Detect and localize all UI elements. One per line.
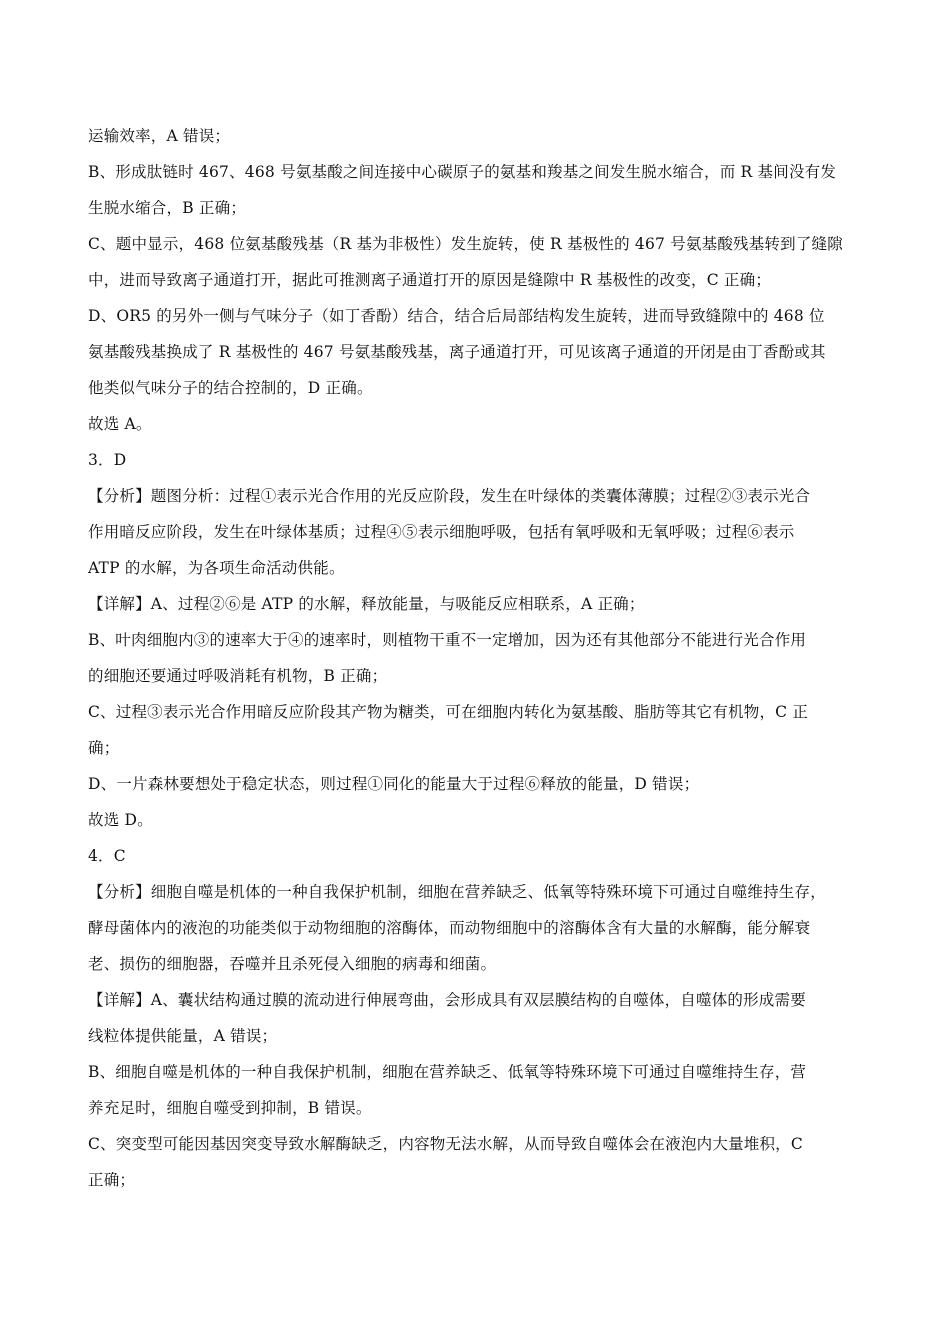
text-line: C、过程③表示光合作用暗反应阶段其产物为糖类，可在细胞内转化为氨基酸、脂肪等其它有机物，C 正 — [88, 703, 809, 721]
text-line: 作用暗反应阶段，发生在叶绿体基质；过程④⑤表示细胞呼吸，包括有氧呼吸和无氧呼吸；过程⑥表示 — [88, 523, 795, 541]
text-line: 线粒体提供能量，A 错误； — [88, 1027, 278, 1045]
text-line: C、突变型可能因基因突变导致水解酶缺乏，内容物无法水解，从而导致自噬体会在液泡内大量堆积，C — [88, 1135, 803, 1153]
text-line: C、题中显示，468 位氨基酸残基（R 基为非极性）发生旋转，使 R 基极性的 467 号氨基酸残基转到了缝隙 — [88, 235, 843, 253]
question-number: 4．C — [88, 847, 126, 865]
text-line: B、叶肉细胞内③的速率大于④的速率时，则植物干重不一定增加，因为还有其他部分不能进行光合作用 — [88, 631, 807, 649]
text-line: B、细胞自噬是机体的一种自我保护机制，细胞在营养缺乏、低氧等特殊环境下可通过自噬维持生存，营 — [88, 1063, 807, 1081]
analysis-line: 【分析】细胞自噬是机体的一种自我保护机制，细胞在营养缺乏、低氧等特殊环境下可通过自噬维持生存， — [88, 883, 826, 901]
text-line: 他类似气味分子的结合控制的，D 正确。 — [88, 379, 373, 397]
text-line: 运输效率，A 错误； — [88, 127, 231, 145]
text-line: 正确； — [88, 1171, 136, 1189]
text-line: 确； — [88, 739, 120, 757]
document-page — [88, 118, 866, 1198]
question-number: 3．D — [88, 451, 127, 469]
text-line: D、OR5 的另外一侧与气味分子（如丁香酚）结合，结合后局部结构发生旋转，进而导致缝隙中的 468 位 — [88, 307, 825, 325]
text-line: 中，进而导致离子通道打开，据此可推测离子通道打开的原因是缝隙中 R 基极性的改变，C 正确； — [88, 271, 772, 289]
analysis-line: 【分析】题图分析：过程①表示光合作用的光反应阶段，发生在叶绿体的类囊体薄膜；过程②③表示光合 — [88, 487, 811, 505]
text-line: 生脱水缩合，B 正确； — [88, 199, 247, 217]
text-line: 故选 A。 — [88, 415, 152, 433]
text-line: D、一片森林要想处于稳定状态，则过程①同化的能量大于过程⑥释放的能量，D 错误； — [88, 775, 700, 793]
text-line: B、形成肽链时 467、468 号氨基酸之间连接中心碳原子的氨基和羧基之间发生脱水缩合，而 R 基间没有发 — [88, 163, 837, 181]
text-line: 的细胞还要通过呼吸消耗有机物，B 正确； — [88, 667, 388, 685]
explanation-line: 【详解】A、囊状结构通过膜的流动进行伸展弯曲，会形成具有双层膜结构的自噬体，自噬体的形成需要 — [88, 991, 806, 1009]
text-line: 氨基酸残基换成了 R 基极性的 467 号氨基酸残基，离子通道打开，可见该离子通道的开闭是由丁香酚或其 — [88, 343, 826, 361]
explanation-line: 【详解】A、过程②⑥是 ATP 的水解，释放能量，与吸能反应相联系，A 正确； — [88, 595, 645, 613]
text-line: 养充足时，细胞自噬受到抑制，B 错误。 — [88, 1099, 372, 1117]
text-line: 老、损伤的细胞器，吞噬并且杀死侵入细胞的病毒和细菌。 — [88, 955, 497, 973]
text-line: 酵母菌体内的液泡的功能类似于动物细胞的溶酶体，而动物细胞中的溶酶体含有大量的水解酶，能分解衰 — [88, 919, 811, 937]
text-line: ATP 的水解，为各项生命活动供能。 — [88, 559, 345, 577]
text-line: 故选 D。 — [88, 811, 153, 829]
